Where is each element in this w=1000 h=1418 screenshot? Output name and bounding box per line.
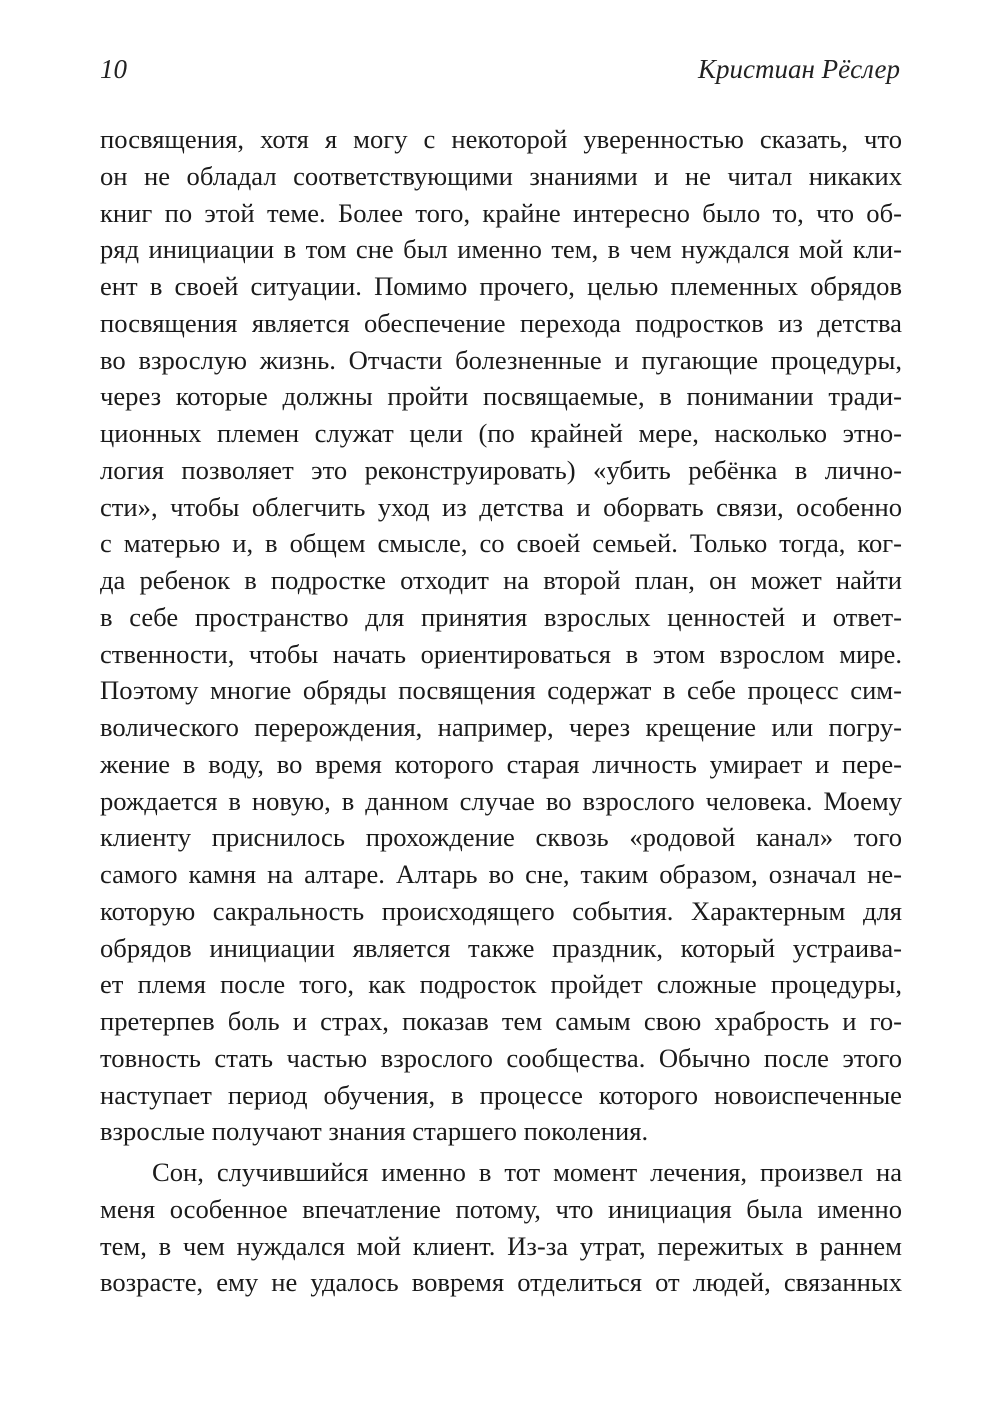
page-number: 10 (100, 54, 127, 84)
text-line: товность стать частью взрослого сообщества. Обычно после этого (100, 1042, 902, 1073)
running-head-author: Кристиан Рёслер (698, 54, 900, 84)
text-line: жение в воду, во время которого старая личность умирает и пере- (100, 748, 902, 779)
text-line: посвящения, хотя я могу с некоторой уверенностью сказать, что (100, 124, 902, 154)
text-line: претерпев боль и страх, показав тем самым свою храбрость и го- (100, 1006, 902, 1036)
text-line: наступает период обучения, в процессе которого новоиспеченные (100, 1079, 902, 1110)
text-line: с матерью и, в общем смысле, со своей семьей. Только тогда, ког- (100, 528, 902, 559)
running-head (100, 54, 900, 94)
text-line: да ребенок в подростке отходит на второй план, он может найти (100, 565, 902, 595)
text-line: рождается в новую, в данном случае во взрослого человека. Моему (100, 785, 902, 816)
text-line: ственности, чтобы начать ориентироваться в этом взрослом мире. (100, 638, 902, 669)
body-text (100, 121, 902, 1301)
text-line: через которые должны пройти посвящаемые, в понимании тради- (100, 381, 902, 412)
paragraph-2 (100, 1154, 902, 1301)
paragraph-1 (100, 121, 902, 1150)
text-line: волического перерождения, например, через крещение или погру- (100, 712, 902, 742)
text-line: он не обладал соответствующими знаниями и не читал никаких (100, 160, 902, 191)
text-line: сти», чтобы облегчить уход из детства и оборвать связи, особенно (100, 491, 902, 522)
text-line: ет племя после того, как подросток пройдет сложные процедуры, (100, 969, 902, 1000)
text-line: тем, в чем нуждался мой клиент. Из-за утрат, пережитых в раннем (100, 1230, 902, 1261)
text-line: ент в своей ситуации. Помимо прочего, целью племенных обрядов (100, 271, 902, 301)
text-line: во взрослую жизнь. Отчасти болезненные и пугающие процедуры, (100, 344, 902, 375)
text-line: обрядов инициации является также праздник, который устраива- (100, 932, 902, 963)
text-line: логия позволяет это реконструировать) «убить ребёнка в лично- (100, 454, 902, 485)
text-line: Сон, случившийся именно в тот момент лечения, произвел на (152, 1157, 902, 1187)
text-line: меня особенное впечатление потому, что инициация была именно (100, 1193, 902, 1224)
text-line: ционных племен служат цели (по крайней мере, насколько этно- (100, 418, 902, 448)
text-line: посвящения является обеспечение перехода подростков из детства (100, 307, 902, 338)
text-line: самого камня на алтаре. Алтарь во сне, таким образом, означал не- (100, 859, 902, 889)
text-line: возрасте, ему не удалось вовремя отделиться от людей, связанных (100, 1267, 902, 1298)
text-line: взрослые получают знания старшего поколения. (100, 1116, 649, 1147)
text-line: ряд инициации в том сне был именно тем, в чем нуждался мой кли- (100, 234, 902, 265)
text-line: в себе пространство для принятия взрослых ценностей и ответ- (100, 601, 902, 632)
text-line: клиенту приснилось прохождение сквозь «родовой канал» того (100, 822, 902, 853)
text-line: книг по этой теме. Более того, крайне интересно было то, что об- (100, 197, 902, 228)
text-line: Поэтому многие обряды посвящения содержат в себе процесс сим- (100, 675, 902, 706)
text-line: которую сакральность происходящего события. Характерным для (100, 895, 902, 926)
